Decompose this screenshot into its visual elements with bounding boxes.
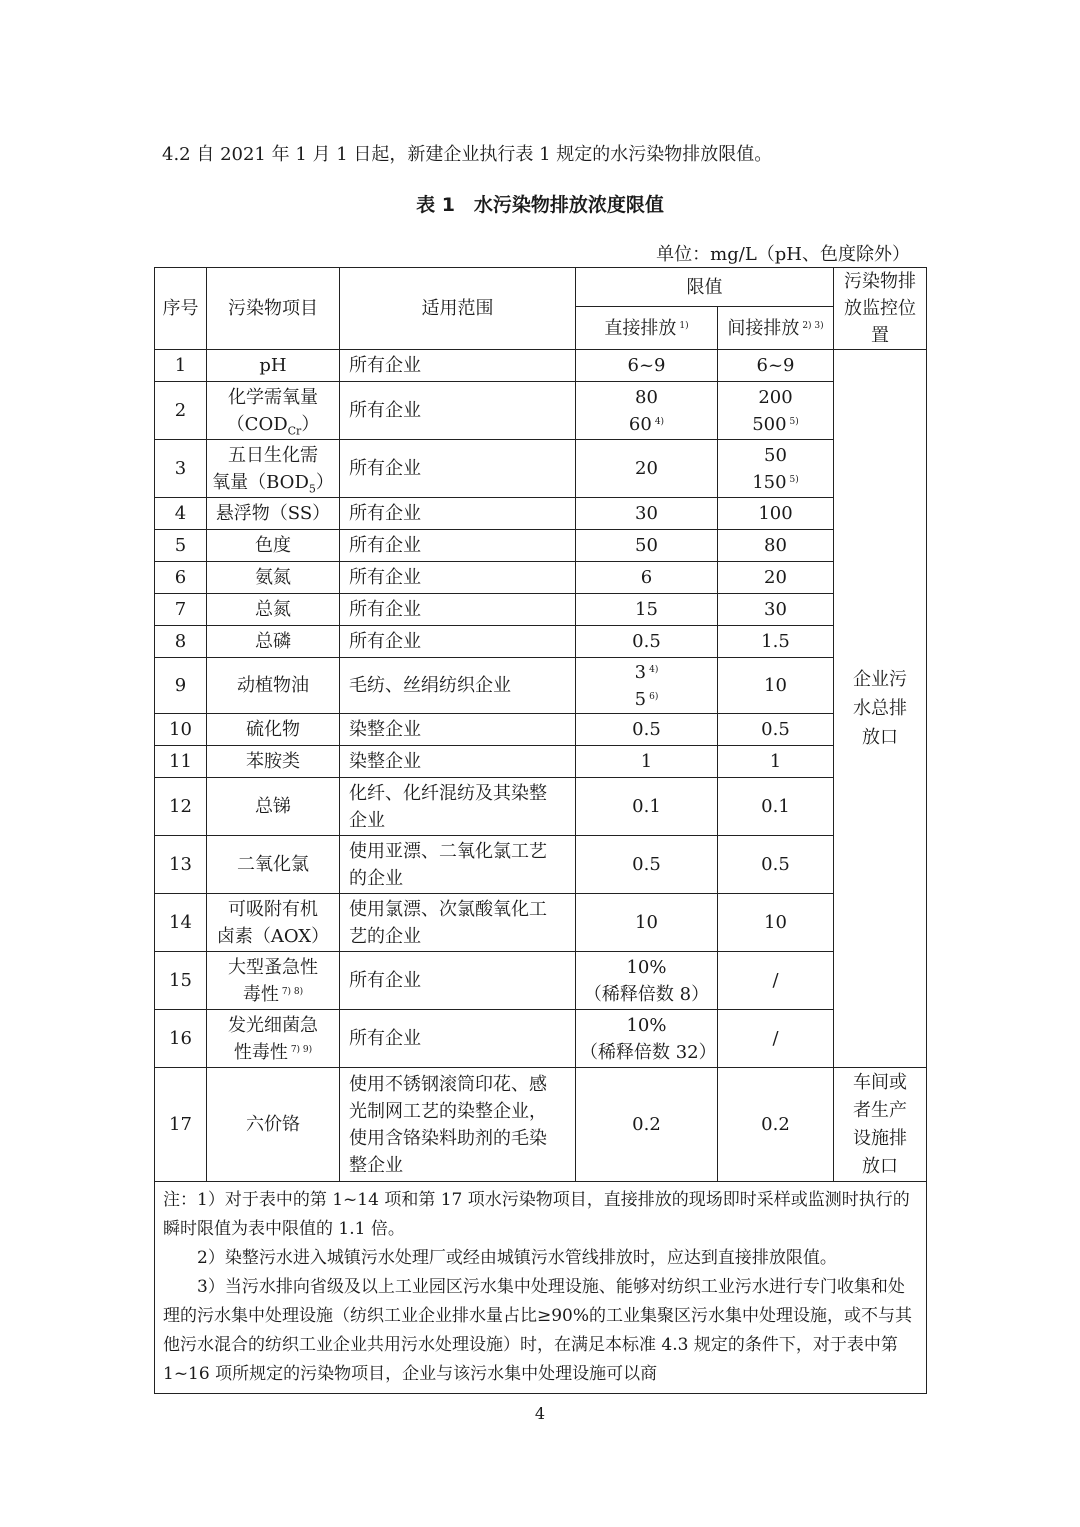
header-direct: 直接排放 $^{1)}$: [576, 307, 718, 350]
header-monitor: 污染物排放监控位置: [834, 268, 927, 350]
table-row: 12 总锑 化纤、化纤混纺及其染整 企业 0.1 0.1: [155, 778, 927, 836]
note-2: 2）染整污水进入城镇污水处理厂或经由城镇污水管线排放时，应达到直接排放限值。: [197, 1248, 837, 1268]
table-row: 14 可吸附有机 卤素（AOX） 使用氯漂、次氯酸氧化工 艺的企业 10 10: [155, 894, 927, 952]
table-row: 6 氨氮 所有企业 6 20: [155, 562, 927, 594]
monitor-workshop-outlet: 车间或者生产设施排放口: [834, 1068, 927, 1182]
table-row: 1 pH 所有企业 6~9 6~9 企业污水总排放口: [155, 350, 927, 382]
table-row: 17 六价铬 使用不锈钢滚筒印花、感 光制网工艺的染整企业， 使用含铬染料助剂的毛染 整企业 0.2 0.2 车间或者生产设施排放口: [155, 1068, 927, 1182]
note-3: 3）当污水排向省级及以上工业园区污水集中处理设施、能够对纺织工业污水进行专门收集和处理的污水集中处理设施（纺织工业企业排水量占比≥90%的工业集聚区污水集中处理设施，或不与其他污水混合的纺织工业企业共用污水处理设施）时，在满足本标准 4.3 规定的条件下，对于表中第 1~16 项所规定的污染物项目，企业与该污水集中处理设施可以商: [163, 1277, 913, 1384]
table-caption: 表 1 水污染物排放浓度限值: [416, 194, 664, 216]
table-row: 10 硫化物 染整企业 0.5 0.5: [155, 714, 927, 746]
pollutant-limit-table: [154, 267, 927, 1394]
table-row: 2 化学需氧量 $(COD_{Cr})$ 所有企业 80 60 $^{4)}$ 200 500 $^{5)}$: [155, 382, 927, 440]
table-row: 4 悬浮物（SS） 所有企业 30 100: [155, 498, 927, 530]
intro-paragraph: 4.2 自 2021 年 1 月 1 日起，新建企业执行表 1 规定的水污染物排放限值。: [162, 144, 773, 165]
table-row: 15 大型蚤急性 毒性 $^{7) 8)}$ 所有企业 10% （稀释倍数 8） /: [155, 952, 927, 1010]
table-row: 9 动植物油 毛纺、丝绢纺织企业 3 $^{4)}$ 5 $^{6)}$ 10: [155, 658, 927, 714]
table-row: 8 总磷 所有企业 0.5 1.5: [155, 626, 927, 658]
header-scope: 适用范围: [340, 268, 576, 350]
monitor-total-outlet: 企业污水总排放口: [834, 350, 927, 1068]
table-notes: [155, 1182, 927, 1394]
header-no: 序号: [155, 268, 207, 350]
header-item: 污染物项目: [207, 268, 340, 350]
table-row: 11 苯胺类 染整企业 1 1: [155, 746, 927, 778]
table-row: 13 二氧化氯 使用亚漂、二氧化氯工艺 的企业 0.5 0.5: [155, 836, 927, 894]
header-limit: 限值: [576, 268, 834, 307]
table-row: 5 色度 所有企业 50 80: [155, 530, 927, 562]
table-row: 7 总氮 所有企业 15 30: [155, 594, 927, 626]
note-1: 注：1）对于表中的第 1~14 项和第 17 项水污染物项目，直接排放的现场即时采样或监测时执行的瞬时限值为表中限值的 1.1 倍。: [163, 1190, 910, 1239]
table-row: 3 五日生化需 氧量$(BOD_5)$ 所有企业 20 50 150 $^{5)}$: [155, 440, 927, 498]
page-number: 4: [534, 1404, 546, 1423]
header-indirect: 间接排放 $^{2) 3)}$: [718, 307, 834, 350]
unit-note: 单位：mg/L（pH、色度除外）: [656, 244, 910, 265]
table-row: 16 发光细菌急 性毒性 $^{7) 9)}$ 所有企业 10% （稀释倍数 32） /: [155, 1010, 927, 1068]
